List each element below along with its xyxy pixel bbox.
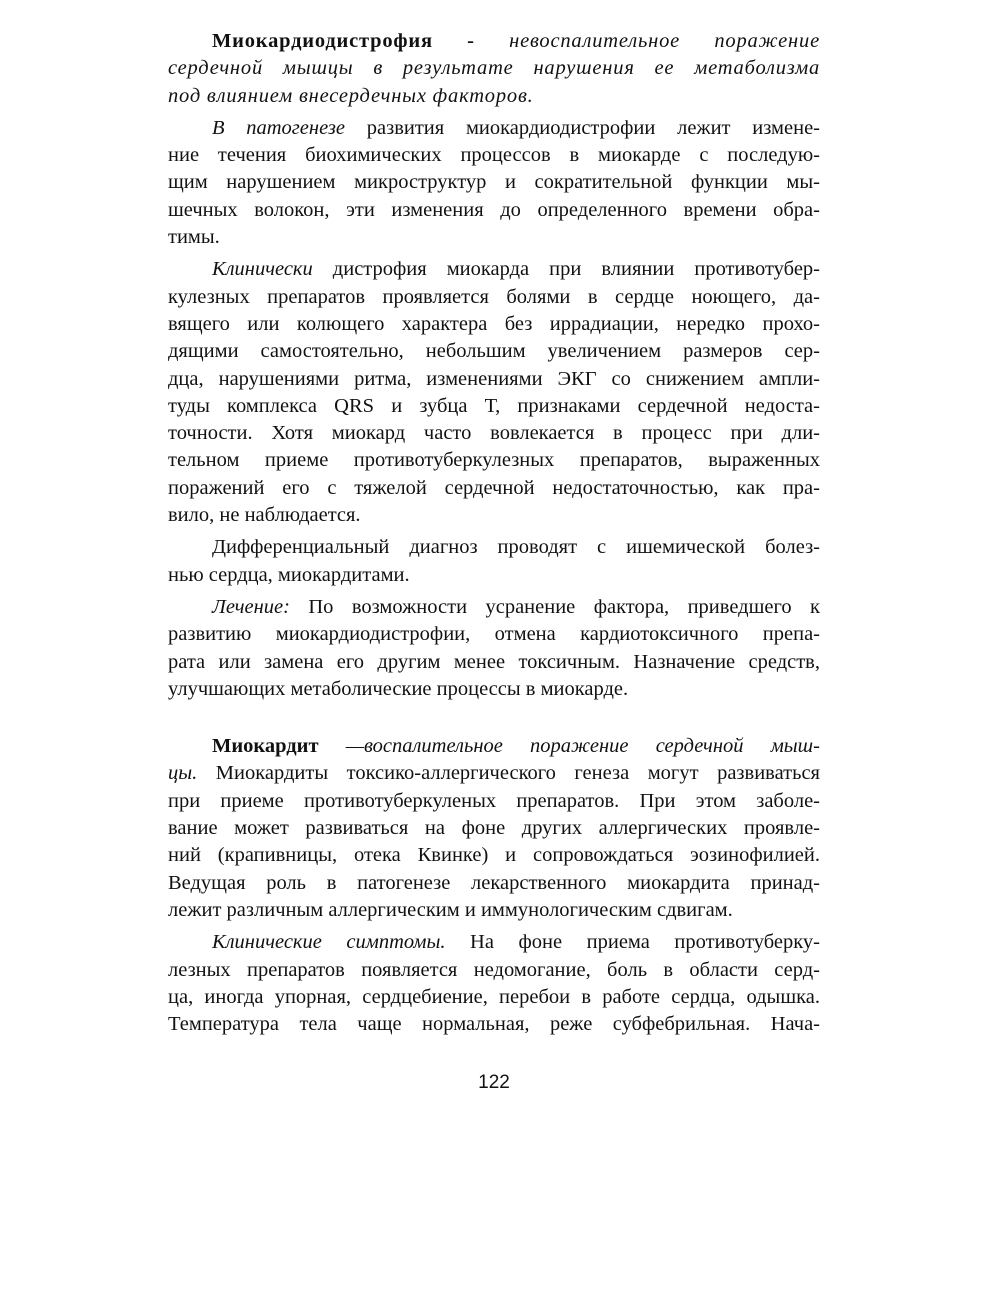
text-line: тимы. bbox=[168, 226, 220, 249]
text-line: развитию миокардиодистрофии, отмена кардиотоксичного препа- bbox=[168, 623, 820, 646]
paragraph-clinical bbox=[168, 256, 820, 529]
lead-term: Клинически bbox=[212, 258, 313, 281]
lead-term: В патогенезе bbox=[212, 116, 346, 139]
definition-text: невоспалительное поражение bbox=[509, 30, 820, 52]
text-line: нью сердца, миокардитами. bbox=[168, 563, 410, 586]
text-line: вание может развиваться на фоне других аллергических проявле- bbox=[168, 817, 820, 840]
text-line: ние течения биохимических процессов в миокарде с последую- bbox=[168, 144, 820, 167]
text-line: ний (крапивницы, отека Квинке) и сопровождаться эозинофилией. bbox=[168, 844, 820, 867]
text-line: дистрофия миокарда при влиянии противотубер- bbox=[332, 258, 820, 281]
lead-term: Клинические симптомы. bbox=[212, 931, 446, 954]
text-line: туды комплекса QRS и зубца Т, признаками сердечной недоста- bbox=[168, 394, 820, 417]
text-line: Дифференциальный диагноз проводят с ишемической болез- bbox=[212, 536, 820, 559]
text-line: шечных волокон, эти изменения до определенного времени обра- bbox=[168, 198, 820, 221]
paragraph-treatment bbox=[168, 594, 820, 703]
definition-text: сердечной мышцы в результате нарушения ее метаболизма bbox=[168, 57, 820, 80]
term-myocarditis: Миокардит bbox=[212, 735, 319, 758]
definition-paragraph-myocardial-dystrophy bbox=[168, 28, 820, 110]
term-myocardial-dystrophy: Миокардиодистрофия - bbox=[212, 30, 475, 52]
text-line: Миокардиты токсико-аллергического генеза могут развиваться bbox=[215, 762, 820, 785]
text-line: Температура тела чаще нормальная, реже субфебрильная. Нача- bbox=[168, 1013, 820, 1036]
text-line: На фоне приема противотуберку- bbox=[470, 931, 820, 954]
paragraph-pathogenesis bbox=[168, 115, 820, 251]
text-line: развития миокардиодистрофии лежит измене- bbox=[366, 116, 820, 139]
text-line: поражений его с тяжелой сердечной недостаточностью, как пра- bbox=[168, 476, 820, 499]
paragraph-differential-diagnosis bbox=[168, 534, 820, 589]
text-line: дца, нарушениями ритма, изменениями ЭКГ со снижением ампли- bbox=[168, 367, 820, 390]
text-line: кулезных препаратов проявляется болями в сердце ноющего, да- bbox=[168, 285, 820, 308]
text-line: рата или замена его другим менее токсичным. Назначение средств, bbox=[168, 650, 820, 673]
definition-text: —воспалительное поражение сердечной мыш- bbox=[345, 735, 820, 758]
text-line: при приеме противотуберкуленых препаратов. При этом заболе- bbox=[168, 789, 820, 812]
page-number: 122 bbox=[478, 1072, 510, 1093]
text-line: вило, не наблюдается. bbox=[168, 504, 361, 527]
text-line: дящими самостоятельно, небольшим увеличением размеров сер- bbox=[168, 340, 820, 363]
page-content bbox=[168, 28, 820, 1038]
text-line: тельном приеме противотуберкулезных препаратов, выраженных bbox=[168, 449, 820, 472]
text-line: лежит различным аллергическим и иммунологическим сдвигам. bbox=[168, 898, 733, 921]
lead-term: Лечение: bbox=[212, 595, 290, 618]
text-line: вящего или колющего характера без иррадиации, нередко прохо- bbox=[168, 312, 820, 335]
definition-text: цы. bbox=[168, 762, 198, 785]
definition-text: под влиянием внесердечных факторов. bbox=[168, 84, 534, 107]
text-line: улучшающих метаболические процессы в миокарде. bbox=[168, 677, 629, 700]
definition-paragraph-myocarditis bbox=[168, 733, 820, 924]
text-line: Ведущая роль в патогенезе лекарственного миокардита принад- bbox=[168, 871, 820, 894]
text-line: щим нарушением микроструктур и сократительной функции мы- bbox=[168, 171, 820, 194]
paragraph-clinical-symptoms bbox=[168, 929, 820, 1038]
text-line: лезных препаратов появляется недомогание, боль в области серд- bbox=[168, 958, 820, 981]
text-line: точности. Хотя миокард часто вовлекается в процесс при дли- bbox=[168, 422, 820, 445]
text-line: ца, иногда упорная, сердцебиение, перебои в работе сердца, одышка. bbox=[168, 985, 820, 1008]
text-line: По возможности усранение фактора, приведшего к bbox=[308, 595, 820, 618]
